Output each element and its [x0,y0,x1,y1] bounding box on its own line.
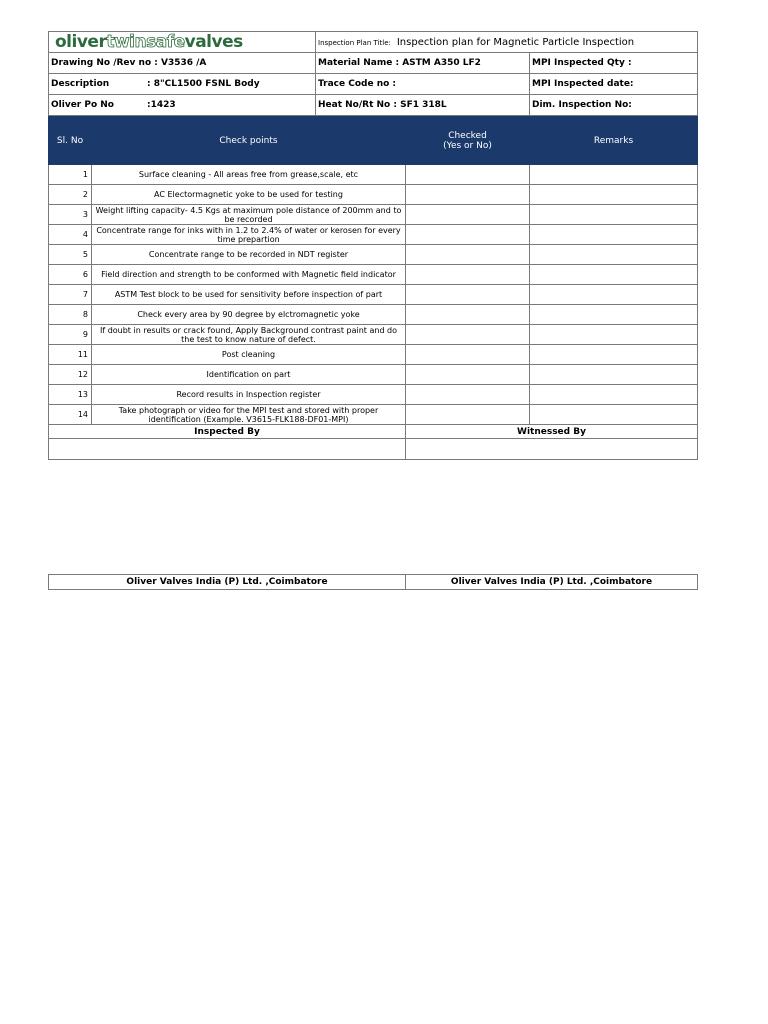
remarks-cell[interactable] [530,285,698,305]
checked-cell[interactable] [406,265,530,285]
table-row: 5 Concentrate range to be recorded in NDT register [49,245,698,265]
remarks-cell[interactable] [530,185,698,205]
checked-cell[interactable] [406,245,530,265]
footer-company-left: Oliver Valves India (P) Ltd. ,Coimbatore [49,575,406,590]
signature-label-row [49,425,698,439]
remarks-cell[interactable] [530,305,698,325]
table-row: 1 Surface cleaning - All areas free from grease,scale, etc [49,165,698,185]
witnessed-by-label: Witnessed By [406,425,698,439]
table-row: 11 Post cleaning [49,345,698,365]
trace-code: Trace Code no : [316,74,530,95]
checked-cell[interactable] [406,205,530,225]
remarks-cell[interactable] [530,225,698,245]
remarks-cell[interactable] [530,345,698,365]
table-row: 6 Field direction and strength to be conformed with Magnetic field indicator [49,265,698,285]
remarks-cell[interactable] [530,325,698,345]
checked-cell[interactable] [406,385,530,405]
table-row: 9 If doubt in results or crack found, Apply Background contrast paint and do the test to know nature of defect. [49,325,698,345]
header-table [48,31,698,116]
table-row: 4 Concentrate range for inks with in 1.2 to 2.4% of water or kerosen for every time prepartion [49,225,698,245]
drawing-no-cell: Drawing No /Rev no : V3536 /A [49,53,316,74]
remarks-cell[interactable] [530,205,698,225]
description-cell: Description : 8"CL1500 FSNL Body [49,74,316,95]
col-checked: Checked (Yes or No) [406,117,530,165]
checkpoints-table [48,116,698,460]
table-row: 13 Record results in Inspection register [49,385,698,405]
logo: olivertwinsafevalves [49,32,316,53]
witnessed-by-signature[interactable] [406,439,698,460]
checked-cell[interactable] [406,225,530,245]
footer [48,574,697,590]
po-no-value: :1423 [147,100,176,110]
checked-cell[interactable] [406,365,530,385]
remarks-cell[interactable] [530,165,698,185]
table-row: 7 ASTM Test block to be used for sensitivity before inspection of part [49,285,698,305]
checked-cell[interactable] [406,285,530,305]
mpi-inspected-date: MPI Inspected date: [530,74,698,95]
remarks-cell[interactable] [530,265,698,285]
col-sl-no: Sl. No [49,117,92,165]
remarks-cell[interactable] [530,365,698,385]
table-row: 2 AC Electormagnetic yoke to be used for testing [49,185,698,205]
checked-cell[interactable] [406,325,530,345]
inspected-by-label: Inspected By [49,425,406,439]
remarks-cell[interactable] [530,405,698,425]
checked-cell[interactable] [406,165,530,185]
mpi-inspected-qty: MPI Inspected Qty : [530,53,698,74]
checked-cell[interactable] [406,185,530,205]
footer-table [48,574,698,590]
plan-title-label: Inspection Plan Title: [318,38,391,47]
checked-cell[interactable] [406,345,530,365]
heat-no: Heat No/Rt No : SF1 318L [316,95,530,116]
table-row: 14 Take photograph or video for the MPI test and stored with proper identification (Example. V3615-FLK188-DF01-MPI) [49,405,698,425]
col-remarks: Remarks [530,117,698,165]
description-value: : 8"CL1500 FSNL Body [147,79,260,89]
remarks-cell[interactable] [530,385,698,405]
footer-company-right: Oliver Valves India (P) Ltd. ,Coimbatore [406,575,698,590]
plan-title-cell [316,32,698,53]
table-row: 3 Weight lifting capacity- 4.5 Kgs at maximum pole distance of 200mm and to be recorded [49,205,698,225]
inspection-plan-sheet [48,31,697,460]
table-row: 12 Identification on part [49,365,698,385]
remarks-cell[interactable] [530,245,698,265]
material-name: Material Name : ASTM A350 LF2 [316,53,530,74]
column-header-row [49,117,698,165]
plan-title: Inspection plan for Magnetic Particle Inspection [396,36,635,48]
inspected-by-signature[interactable] [49,439,406,460]
drawing-no-value: V3536 /A [161,58,207,68]
po-no-cell: Oliver Po No :1423 [49,95,316,116]
col-check-points: Check points [92,117,406,165]
table-row: 8 Check every area by 90 degree by elctromagnetic yoke [49,305,698,325]
signature-row [49,439,698,460]
checked-cell[interactable] [406,305,530,325]
dim-inspection-no: Dim. Inspection No: [530,95,698,116]
checked-cell[interactable] [406,405,530,425]
